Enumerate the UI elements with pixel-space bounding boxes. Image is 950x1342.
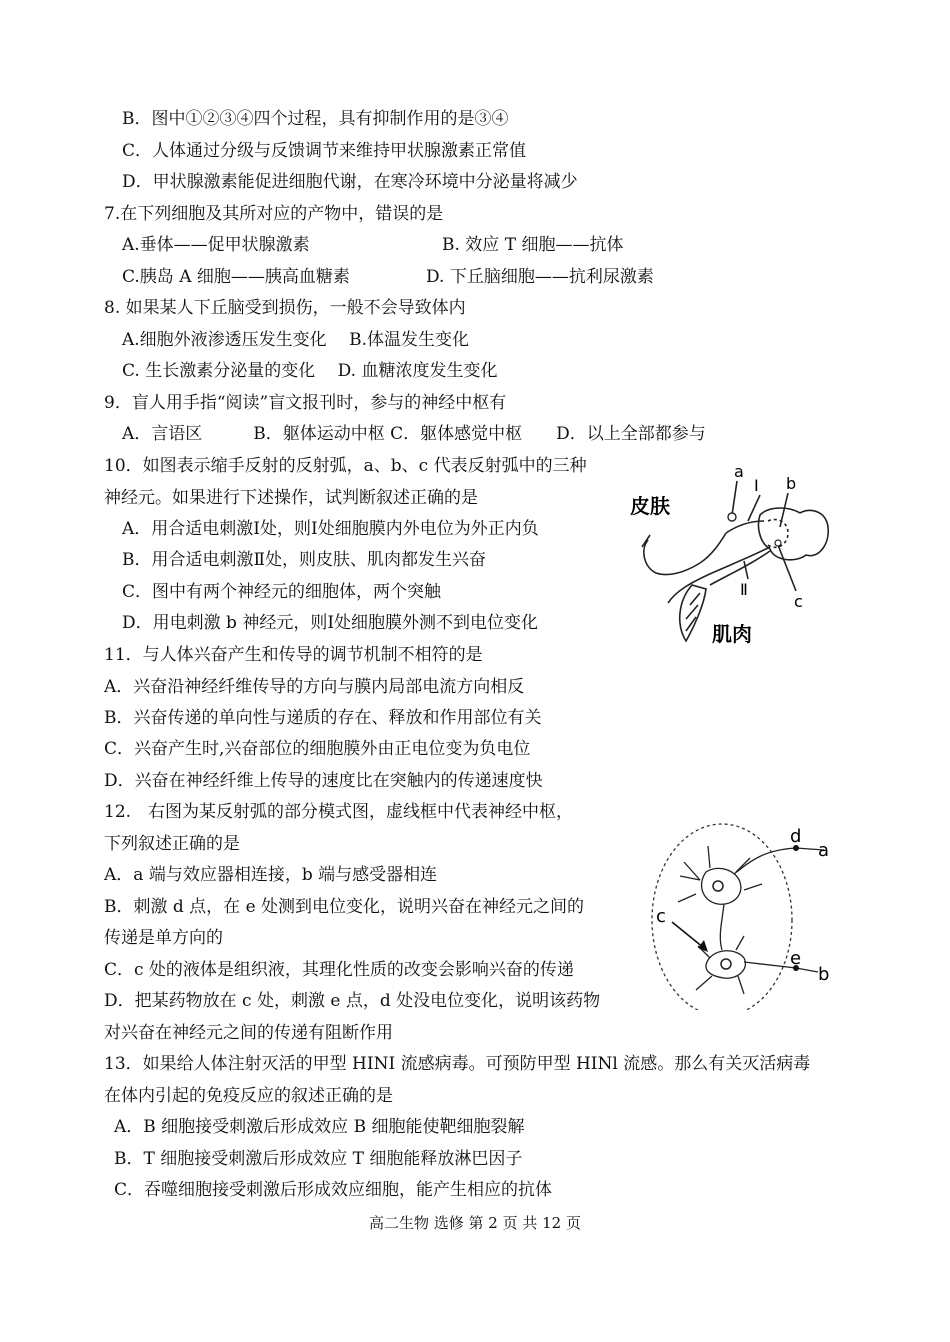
q13-option-c: C．吞噬细胞接受刺激后形成效应细胞，能产生相应的抗体 [114,1180,553,1200]
q7-option-c: C.胰岛 A 细胞——胰高血糖素 [122,267,350,287]
fig1-label-II: Ⅱ [740,580,748,599]
q9-options: A．言语区 B．躯体运动中枢 C．躯体感觉中枢 D．以上全部都参与 [122,424,706,444]
fig1-label-a: a [734,462,744,481]
q12-option-b-2: 传递是单方向的 [104,928,223,948]
leader-a [732,481,737,515]
q11-option-c: C．兴奋产生时,兴奋部位的细胞膜外由正电位变为负电位 [104,739,531,759]
fig1-label-I: Ⅰ [754,476,759,495]
q10-option-a: A．用合适电刺激Ⅰ处，则Ⅰ处细胞膜内外电位为外正内负 [122,519,539,539]
sensory-fiber [644,533,726,575]
fig2-label-e: e [790,948,802,969]
q12-option-d-1: D．把某药物放在 c 处，刺激 e 点，d 处没电位变化，说明该药物 [104,991,601,1011]
q13-option-b: B．T 细胞接受刺激后形成效应 T 细胞能释放淋巴因子 [114,1149,523,1169]
q12-option-b-1: B．刺激 d 点，在 e 处测到电位变化，说明兴奋在神经元之间的 [104,897,585,917]
q13-option-a: A．B 细胞接受刺激后形成效应 B 细胞能使靶细胞裂解 [114,1117,525,1137]
q7-option-d: D. 下丘脑细胞——抗利尿激素 [426,267,654,287]
fig2-label-b: b [818,964,830,985]
neuron-circuit-figure [640,810,840,1010]
upper-neuron-axon-down [720,904,724,950]
q8-options-ab: A.细胞外液渗透压发生变化 B.体温发生变化 [122,330,469,350]
leader-b [780,493,788,527]
q11-option-b: B．兴奋传递的单向性与递质的存在、释放和作用部位有关 [104,708,542,728]
point-a-marker [728,513,736,521]
muscle-label: 肌肉 [712,622,752,646]
q12-option-c: C．c 处的液体是组织液，其理化性质的改变会影响兴奋的传递 [104,960,574,980]
synapse-marker [775,540,781,546]
leader-c [778,545,796,591]
q10-option-b: B．用合适电刺激Ⅱ处，则皮肤、肌肉都发生兴奋 [122,550,487,570]
skin-label: 皮肤 [630,494,670,518]
q7-option-a: A.垂体——促甲状腺激素 [122,235,310,255]
q12-option-a: A．a 端与效应器相连接，b 端与感受器相连 [104,865,438,885]
q11-option-a: A．兴奋沿神经纤维传导的方向与膜内局部电流方向相反 [104,677,525,697]
q6-option-d: D．甲状腺激素能促进细胞代谢，在寒冷环境中分泌量将减少 [122,172,578,192]
fig2-label-a: a [818,840,830,861]
q10-stem-2: 神经元。如果进行下述操作，试判断叙述正确的是 [104,488,478,508]
leader-II [744,561,748,579]
q11-option-d: D．兴奋在神经纤维上传导的速度比在突触内的传递速度快 [104,771,543,791]
q13-stem-2: 在体内引起的免疫反应的叙述正确的是 [104,1086,393,1106]
q10-option-c: C．图中有两个神经元的细胞体，两个突触 [122,582,442,602]
upper-nucleus [713,881,723,891]
upper-neuron-axon [734,848,796,874]
muscle-striations [686,593,700,631]
fig2-label-c: c [656,906,666,927]
fig2-label-d: d [790,826,802,847]
leader-I [748,495,760,521]
page-footer: 高二生物 选修 第 2 页 共 12 页 [368,1214,581,1232]
q13-stem-1: 13．如果给人体注射灭活的甲型 HINI 流感病毒。可预防甲型 HINl 流感。那么有关灭活病毒 [104,1054,811,1074]
q9-stem: 9．盲人用手指“阅读”盲文报刊时，参与的神经中枢有 [104,393,507,413]
q12-stem-2: 下列叙述正确的是 [104,834,240,854]
skin-receptor-mark [642,535,650,547]
q10-stem-1: 10．如图表示缩手反射的反射弧，a、b、c 代表反射弧中的三种 [104,456,587,476]
motor-fiber [668,547,770,603]
muscle-shape [680,585,706,641]
q11-stem: 11．与人体兴奋产生和传导的调节机制不相符的是 [104,645,483,665]
q8-options-cd: C. 生长激素分泌量的变化 D. 血糖浓度发生变化 [122,361,498,381]
arrow-c-line [672,922,704,948]
lower-neuron-body [706,951,745,979]
lower-nucleus [721,959,731,969]
q6-option-c: C．人体通过分级与反馈调节来维持甲状腺激素正常值 [122,141,527,161]
q7-option-b: B. 效应 T 细胞——抗体 [442,235,624,255]
fig1-label-c: c [794,592,803,611]
q12-stem-1: 12. 右图为某反射弧的部分模式图，虚线框中代表神经中枢， [104,802,574,822]
q6-option-b: B．图中①②③④四个过程，具有抑制作用的是③④ [122,109,509,129]
q10-option-d: D．用电刺激 b 神经元，则Ⅰ处细胞膜外测不到电位变化 [122,613,539,633]
upper-neuron-dendrites [678,846,762,902]
q7-stem: 7.在下列细胞及其所对应的产物中，错误的是 [104,204,444,224]
q12-option-d-2: 对兴奋在神经元之间的传递有阻断作用 [104,1023,393,1043]
q8-stem: 8. 如果某人下丘脑受到损伤，一般不会导致体内 [104,298,466,318]
fig1-label-b: b [786,474,797,493]
reflex-arc-figure [620,455,840,655]
